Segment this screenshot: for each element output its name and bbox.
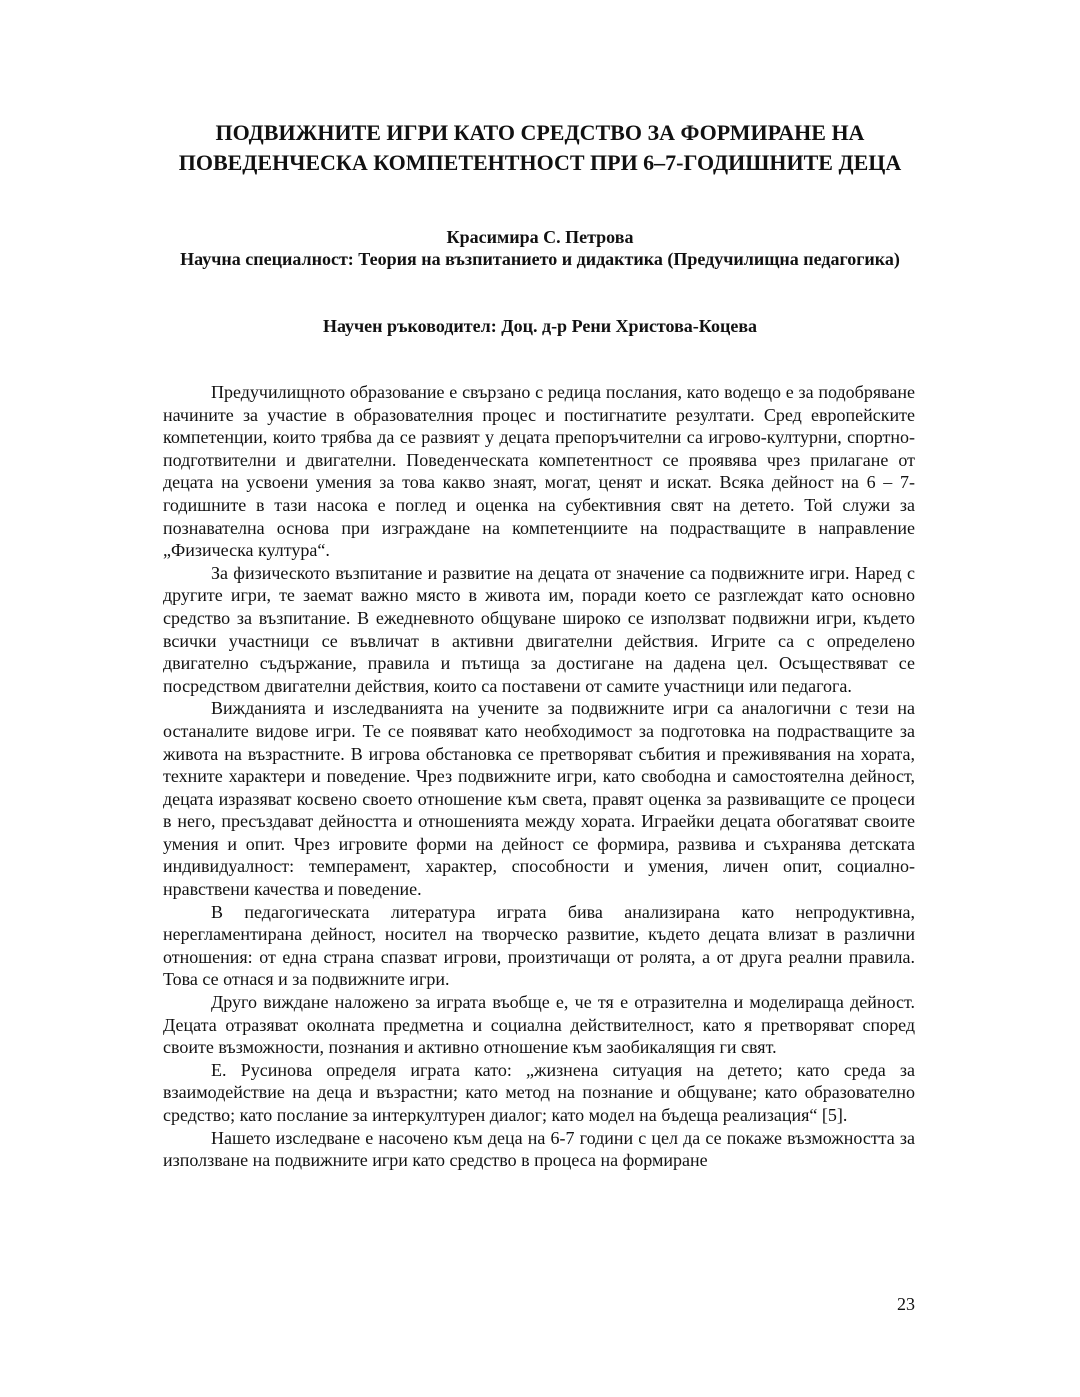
author-specialty: Научна специалност: Теория на възпитанието и дидактика (Предучилищна педагогика) <box>180 249 900 269</box>
paper-title: ПОДВИЖНИТЕ ИГРИ КАТО СРЕДСТВО ЗА ФОРМИРАНЕ НА ПОВЕДЕНЧЕСКА КОМПЕТЕНТНОСТ ПРИ 6–7-ГОДИШНИТЕ ДЕЦА <box>178 120 902 175</box>
page-number: 23 <box>897 1294 915 1314</box>
paragraph: Предучилищното образование е свързано с редица послания, като водещо е за подобряване начините за участие в образователния процес и постигнатите резултати. Сред европейските компетенции, които трябва да се развият у децата препоръчителни са игрово-културни, спортно-подготвителни и двигателни. Поведенческата компетентност се проявява чрез прилагане от децата на усвоени умения за това какво знаят, могат, ценят и искат. Всяка дейност на 6 – 7-годишните в тази насока е поглед и оценка на субективния свят на детето. Той служи за познавателна основа при изграждане на компетенциите на подрастващите в направление „Физическа култура“. <box>163 382 915 561</box>
paragraph: За физическото възпитание и развитие на децата от значение са подвижните игри. Наред с другите игри, те заемат важно място в живота им, поради което се разглеждат като основно средство за възпитание. В ежедневното общуване широко се използват подвижни игри, където всички участници се въвличат в активни двигателни действия. Игрите са с определено двигателно съдържание, правила и пътища за достигане на дадена цел. Осъществяват се посредством двигателни действия, които са поставени от самите участници или педагога. <box>163 562 915 696</box>
paragraph: Вижданията и изследванията на учените за подвижните игри са аналогични с тези на останалите видове игри. Те се появяват като необходимост за подготовка на подрастващите за живота на възрастните. В игрова обстановка се претворяват събития и преживявания на хората, техните характери и поведение. Чрез подвижните игри, като свободна и самостоятелна дейност, децата изразяват косвено своето отношение към света, правят оценка за развиващите се процеси в него, пресъздават дейността и отношенията между хората. Играейки децата обогатяват своите умения и опит. Чрез игровите форми на дейност се формира, развива и съхранява детската индивидуалност: темперамент, характер, способности и умения, личен опит, социално-нравствени качества и поведение. <box>163 698 915 900</box>
paragraph: Е. Русинова определя играта като: „жизнена ситуация на детето; като среда за взаимодействие на деца и възрастни; като метод на познание и общуване; като образователно средство; като послание за интеркултурен диалог; като модел на бъдеща реализация“ [5]. <box>163 1059 915 1125</box>
author-name: Красимира С. Петрова <box>446 227 634 247</box>
body-text <box>163 381 915 1172</box>
scientific-supervisor: Научен ръководител: Доц. д-р Рени Христова-Коцева <box>322 316 758 336</box>
paragraph: Друго виждане наложено за играта въобще е, че тя е отразителна и моделираща дейност. Децата отразяват околната предметна и социална действителност, като я претворяват според своите възможности, познания и активно отношение към заобикалящия ги свят. <box>163 992 915 1058</box>
author-block <box>150 226 930 270</box>
paragraph: В педагогическата литература играта бива анализирана като непродуктивна, нерегламентирана дейност, носител на творческо развитие, където децата влизат в различни отношения: от една страна спазват игрови, произтичащи от ролята, а от друга реални правила. Това се отнася и за подвижните игри. <box>163 901 915 990</box>
paragraph: Нашето изследване е насочено към деца на 6-7 години с цел да се покаже възможността за използване на подвижните игри като средство в процеса на формиране <box>163 1127 915 1171</box>
